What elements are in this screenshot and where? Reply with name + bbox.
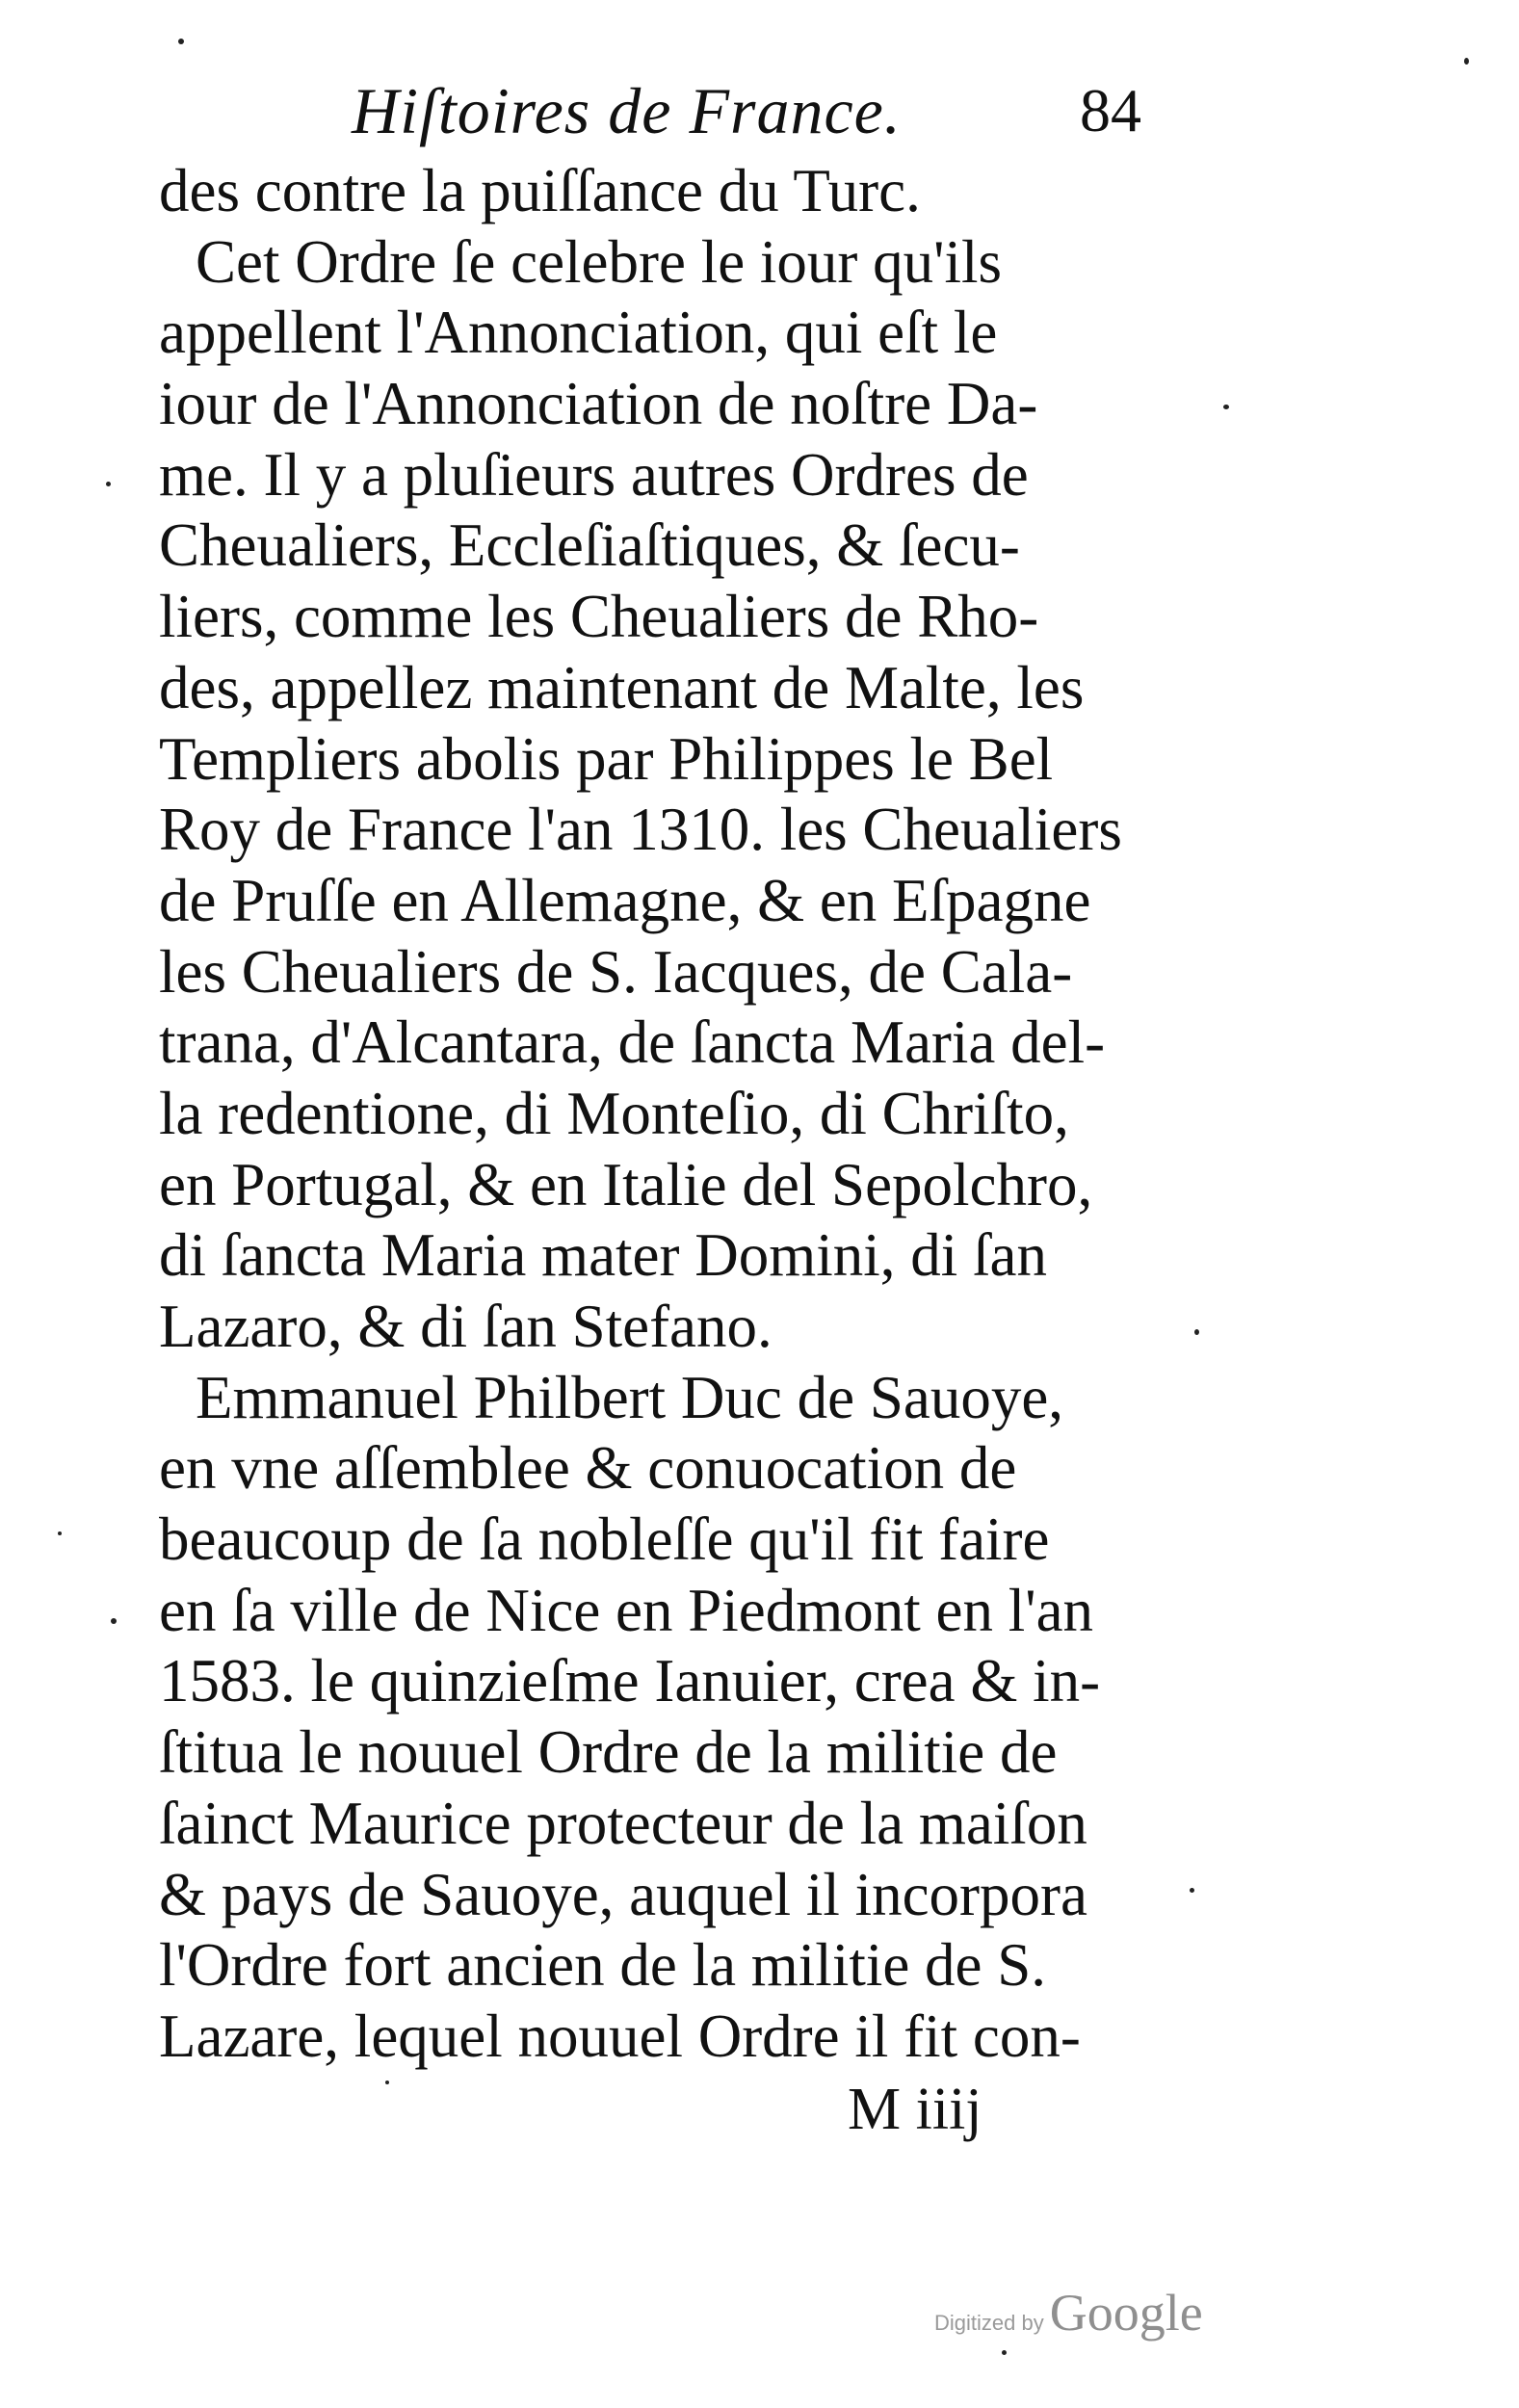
page-number: 84 bbox=[1080, 76, 1141, 144]
text-line: en vne aſſemblee & conuocation de bbox=[159, 1434, 1017, 1503]
text-line: 1583. le quinzieſme Ianuier, crea & in- bbox=[159, 1647, 1101, 1715]
ink-speck bbox=[1223, 405, 1229, 409]
ink-speck bbox=[1190, 1888, 1194, 1893]
text-line: Roy de France l'an 1310. les Cheualiers bbox=[159, 796, 1122, 864]
running-head bbox=[352, 67, 1141, 154]
text-line: Cheualiers, Eccleſiaſtiques, & ſecu- bbox=[159, 511, 1020, 580]
text-line: & pays de Sauoye, auquel il incorpora bbox=[159, 1860, 1087, 1928]
signature-mark: M iiij bbox=[848, 2077, 982, 2142]
ink-speck bbox=[385, 2081, 389, 2084]
text-line: ſainct Maurice protecteur de la maiſon bbox=[159, 1789, 1087, 1857]
text-line: la redentione, di Monteſio, di Chriſto, bbox=[159, 1079, 1069, 1147]
ink-speck bbox=[111, 1618, 117, 1624]
text-line: di ſancta Maria mater Domini, di ſan bbox=[159, 1221, 1047, 1290]
body-text bbox=[159, 156, 1180, 2073]
watermark-brand: Google bbox=[1049, 2284, 1203, 2342]
text-line: en ſa ville de Nice en Piedmont en l'an bbox=[159, 1576, 1094, 1644]
text-line: des, appellez maintenant de Malte, les bbox=[159, 653, 1085, 721]
text-line: ſtitua le nouuel Ordre de la militie de bbox=[159, 1718, 1058, 1787]
text-line: les Cheualiers de S. Iacques, de Cala- bbox=[159, 937, 1073, 1006]
ink-speck bbox=[178, 39, 184, 44]
text-line: me. Il y a pluſieurs autres Ordres de bbox=[159, 440, 1029, 509]
scan-watermark bbox=[934, 2283, 1203, 2360]
text-line: Lazare, lequel nouuel Ordre il fit con- bbox=[159, 2002, 1081, 2070]
running-title: Hiſtoires de France. bbox=[352, 74, 902, 147]
text-line: de Pruſſe en Allemagne, & en Eſpagne bbox=[159, 866, 1091, 934]
ink-speck bbox=[1464, 58, 1469, 65]
text-line: l'Ordre fort ancien de la militie de S. bbox=[159, 1931, 1047, 2000]
text-line: Templiers abolis par Philippes le Bel bbox=[159, 724, 1054, 793]
ink-speck bbox=[1194, 1329, 1199, 1335]
text-line: liers, comme les Cheualiers de Rho- bbox=[159, 583, 1039, 651]
text-line: Lazaro, & di ſan Stefano. bbox=[159, 1293, 773, 1360]
text-line: des contre la puiſſance du Turc. bbox=[159, 157, 921, 224]
text-line: Emmanuel Philbert Duc de Sauoye, bbox=[196, 1363, 1064, 1431]
text-line: trana, d'Alcantara, de ſancta Maria del- bbox=[159, 1008, 1106, 1077]
text-line: Cet Ordre ſe celebre le iour qu'ils bbox=[196, 227, 1003, 296]
text-line: iour de l'Annonciation de noſtre Da- bbox=[159, 370, 1038, 438]
text-line: en Portugal, & en Italie del Sepolchro, bbox=[159, 1150, 1093, 1218]
watermark-prefix: Digitized by bbox=[934, 2311, 1044, 2335]
ink-speck bbox=[58, 1531, 62, 1535]
ink-speck bbox=[1002, 2350, 1007, 2355]
ink-speck bbox=[106, 482, 111, 486]
text-line: appellent l'Annonciation, qui eſt le bbox=[159, 299, 998, 367]
text-line: beaucoup de ſa nobleſſe qu'il fit faire bbox=[159, 1505, 1050, 1574]
